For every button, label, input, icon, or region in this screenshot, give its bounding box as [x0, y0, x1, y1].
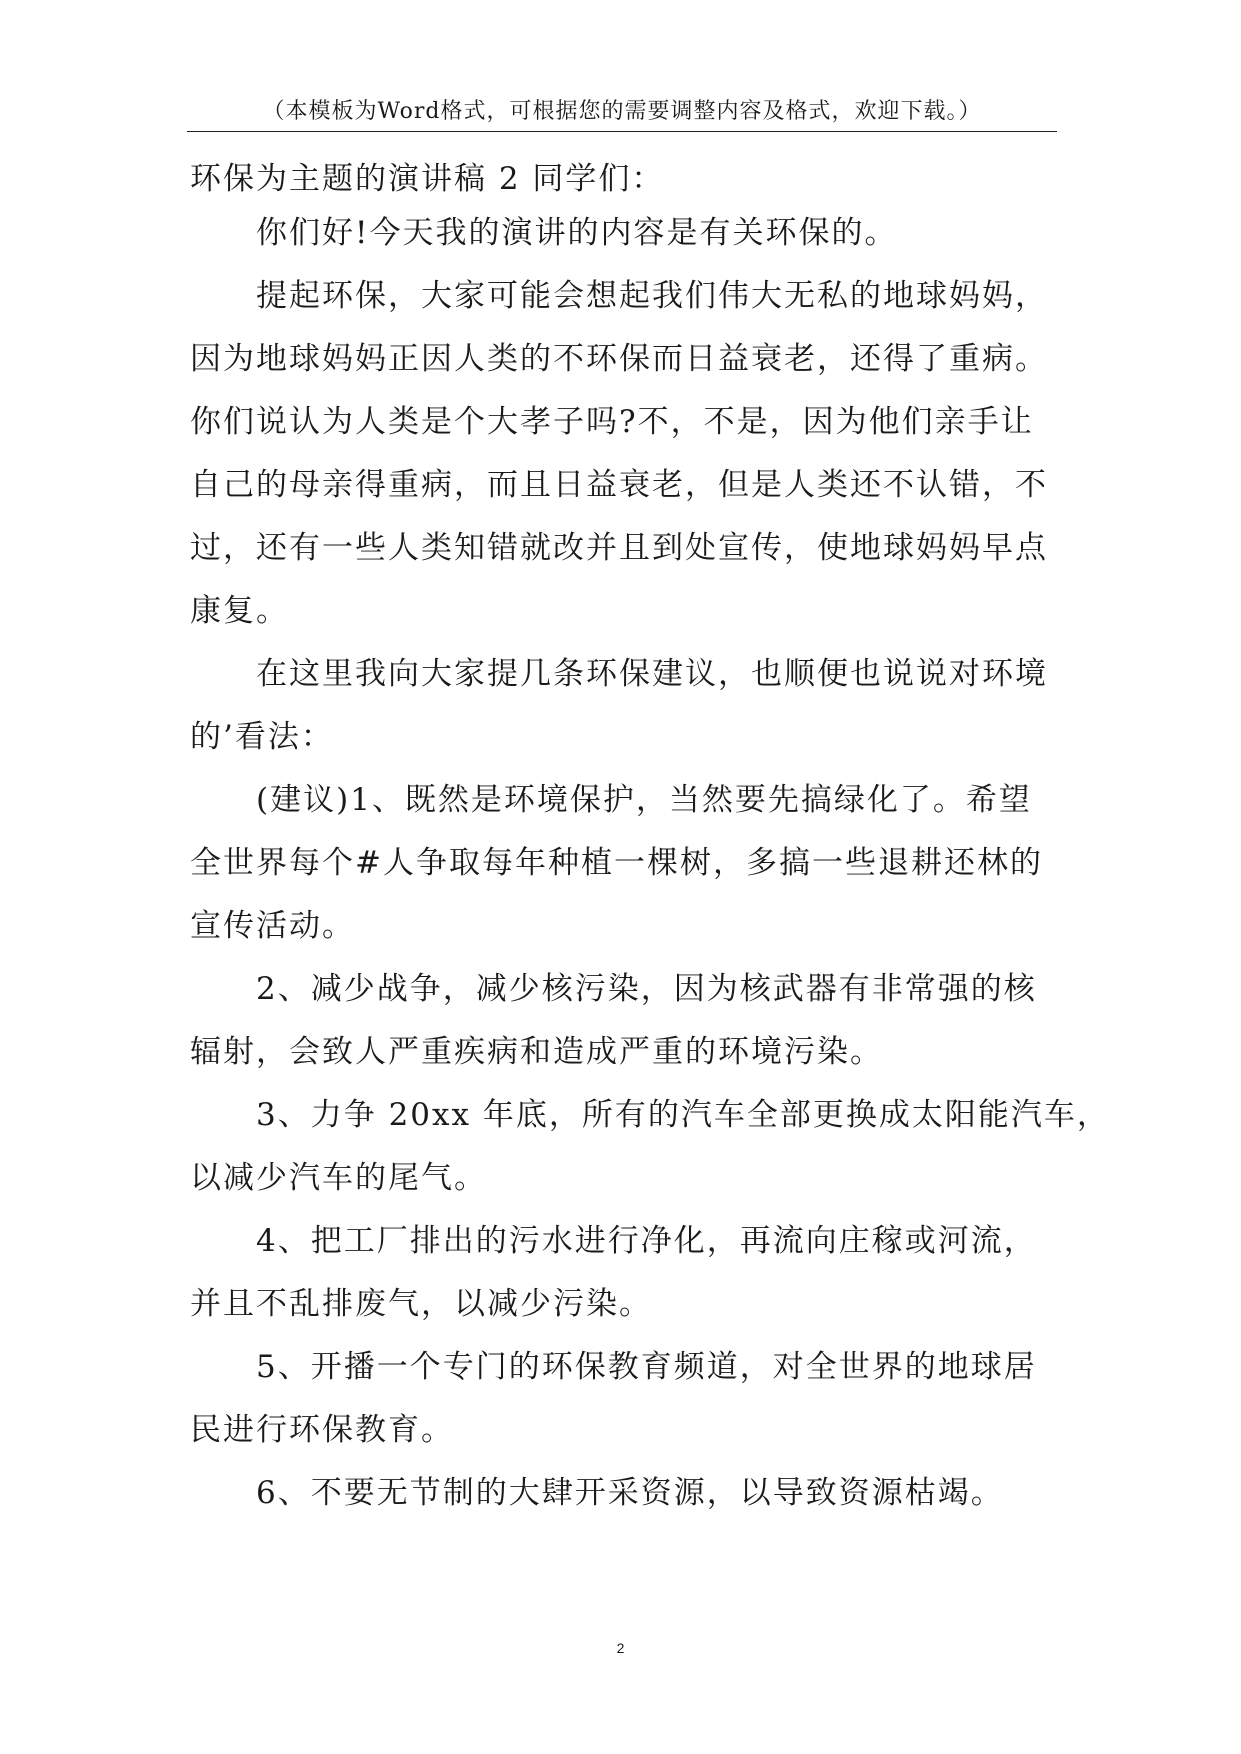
body-line: 2、减少战争，减少核污染，因为核武器有非常强的核: [190, 971, 1037, 1007]
body-line: 全世界每个#人争取每年种植一棵树，多搞一些退耕还林的: [190, 845, 1043, 881]
body-line: 你们好!今天我的演讲的内容是有关环保的。: [190, 215, 898, 251]
body-line: 以减少汽车的尾气。: [190, 1160, 487, 1196]
body-line: 康复。: [190, 593, 289, 629]
body-line: 过，还有一些人类知错就改并且到处宣传，使地球妈妈早点: [190, 530, 1048, 566]
header-divider: [187, 131, 1057, 132]
page-number: 2: [616, 1640, 625, 1656]
body-line: 辐射，会致人严重疾病和造成严重的环境污染。: [190, 1034, 883, 1070]
body-line: 环保为主题的演讲稿 2 同学们：: [190, 161, 665, 197]
document-header-note: （本模板为Word格式，可根据您的需要调整内容及格式，欢迎下载。）: [262, 99, 982, 124]
body-line: 在这里我向大家提几条环保建议，也顺便也说说对环境: [190, 656, 1048, 692]
body-line: 你们说认为人类是个大孝子吗?不，不是，因为他们亲手让: [190, 404, 1034, 440]
body-line: 5、开播一个专门的环保教育频道，对全世界的地球居: [190, 1349, 1037, 1385]
body-line: 6、不要无节制的大肆开采资源，以导致资源枯竭。: [190, 1475, 1004, 1511]
body-line: 4、把工厂排出的污水进行净化，再流向庄稼或河流，: [190, 1223, 1037, 1259]
body-line: 宣传活动。: [190, 908, 355, 944]
document-body: [190, 160, 1110, 1512]
body-line: 提起环保，大家可能会想起我们伟大无私的地球妈妈，: [190, 278, 1048, 314]
body-line: 并且不乱排废气，以减少污染。: [190, 1286, 652, 1322]
body-line: 的’看法：: [190, 719, 334, 755]
body-line: 自己的母亲得重病，而且日益衰老，但是人类还不认错，不: [190, 467, 1048, 503]
body-line: 因为地球妈妈正因人类的不环保而日益衰老，还得了重病。: [190, 341, 1048, 377]
body-line: 3、力争 20xx 年底，所有的汽车全部更换成太阳能汽车，: [190, 1097, 1110, 1133]
body-line: 民进行环保教育。: [190, 1412, 454, 1448]
body-line: (建议)1、既然是环境保护，当然要先搞绿化了。希望: [190, 782, 1032, 818]
